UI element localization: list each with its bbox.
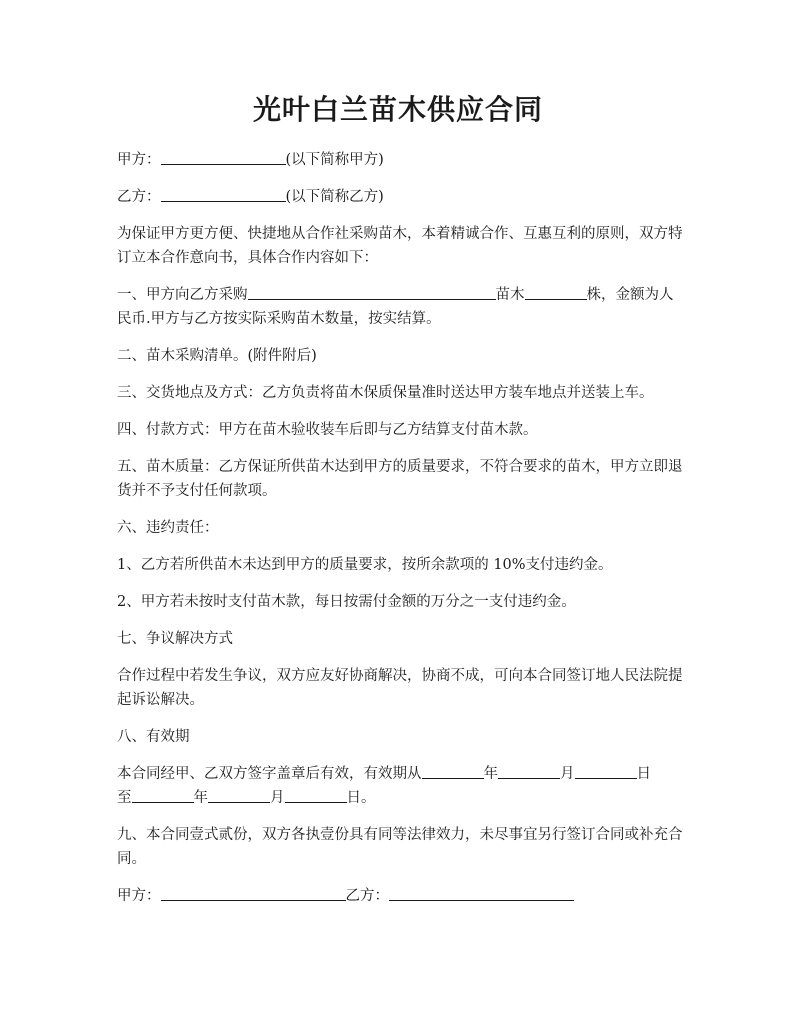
party-a-suffix: (以下简称甲方) bbox=[285, 152, 384, 168]
clause-9: 九、本合同壹式贰份，双方各执壹份具有同等法律效力，未尽事宜另行签订合同或补充合同。 bbox=[117, 827, 683, 867]
party-a-label: 甲方： bbox=[117, 152, 161, 168]
day-label-2: 日。 bbox=[346, 790, 376, 806]
clause-3: 三、交货地点及方式：乙方负责将苗木保质保量准时送达甲方装车地点并送装上车。 bbox=[117, 385, 654, 401]
clause-1-text-b: 苗木 bbox=[495, 287, 525, 303]
year-label: 年 bbox=[483, 766, 498, 782]
end-month-blank[interactable] bbox=[208, 787, 270, 803]
party-b-suffix: (以下简称乙方) bbox=[285, 189, 384, 205]
document-body bbox=[117, 148, 683, 921]
clause-7-heading: 七、争议解决方式 bbox=[117, 631, 233, 647]
seedling-type-blank[interactable] bbox=[248, 284, 496, 300]
signature-a-label: 甲方： bbox=[117, 888, 161, 904]
signature-b-blank[interactable] bbox=[389, 885, 574, 901]
to-label: 至 bbox=[117, 790, 132, 806]
month-label-2: 月 bbox=[270, 790, 285, 806]
party-a-line bbox=[117, 148, 683, 172]
signature-b-label: 乙方： bbox=[345, 888, 389, 904]
start-year-blank[interactable] bbox=[422, 763, 484, 779]
clause-1-text-c: 株，金额为人民币.甲方与乙方按实际采购苗木数量，按实结算。 bbox=[117, 287, 674, 327]
clause-8-heading: 八、有效期 bbox=[117, 729, 190, 745]
clause-1-text-a: 一、甲方向乙方采购 bbox=[117, 287, 248, 303]
end-year-blank[interactable] bbox=[132, 787, 194, 803]
end-day-blank[interactable] bbox=[285, 787, 347, 803]
day-label: 日 bbox=[636, 766, 651, 782]
clause-1 bbox=[117, 283, 683, 331]
party-a-blank[interactable] bbox=[161, 149, 286, 165]
clause-6-heading: 六、违约责任： bbox=[117, 520, 219, 536]
signature-line bbox=[117, 884, 683, 908]
intro-paragraph: 为保证甲方更方便、快捷地从合作社采购苗木，本着精诚合作、互惠互利的原则，双方特订立本合作意向书，具体合作内容如下： bbox=[117, 226, 683, 266]
start-day-blank[interactable] bbox=[575, 763, 637, 779]
clause-2: 二、苗木采购清单。(附件附后) bbox=[117, 348, 317, 364]
clause-5: 五、苗木质量：乙方保证所供苗木达到甲方的质量要求，不符合要求的苗木，甲方立即退货并不予支付任何款项。 bbox=[117, 459, 683, 499]
party-b-line bbox=[117, 185, 683, 209]
clause-7-text: 合作过程中若发生争议，双方应友好协商解决，协商不成，可向本合同签订地人民法院提起诉讼解决。 bbox=[117, 668, 683, 708]
clause-8-text bbox=[117, 762, 683, 810]
party-b-label: 乙方： bbox=[117, 189, 161, 205]
party-b-blank[interactable] bbox=[161, 186, 286, 202]
clause-6-item-1: 1、乙方若所供苗木未达到甲方的质量要求，按所余款项的 10%支付违约金。 bbox=[117, 557, 613, 573]
year-label-2: 年 bbox=[193, 790, 208, 806]
document-title: 光叶白兰苗木供应合同 bbox=[252, 93, 543, 126]
signature-a-blank[interactable] bbox=[161, 885, 346, 901]
clause-4: 四、付款方式：甲方在苗木验收装车后即与乙方结算支付苗木款。 bbox=[117, 422, 538, 438]
clause-6-item-2: 2、甲方若未按时支付苗木款，每日按需付金额的万分之一支付违约金。 bbox=[117, 594, 576, 610]
quantity-blank[interactable] bbox=[525, 284, 587, 300]
start-month-blank[interactable] bbox=[498, 763, 560, 779]
clause-8-text-a: 本合同经甲、乙双方签字盖章后有效，有效期从 bbox=[117, 766, 422, 782]
month-label: 月 bbox=[560, 766, 575, 782]
